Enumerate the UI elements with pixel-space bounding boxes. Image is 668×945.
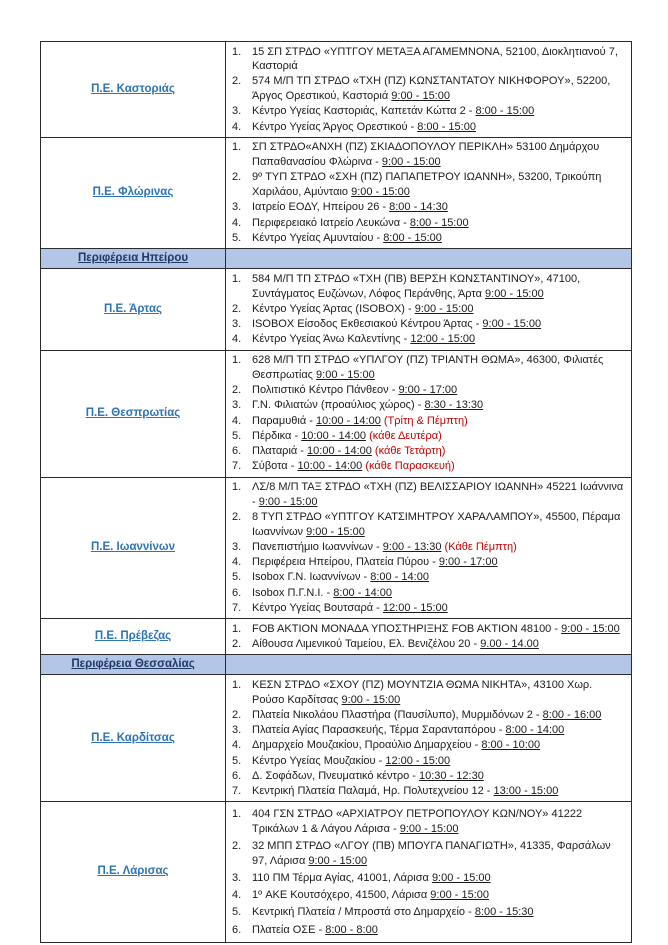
location-text: Κεντρική Πλατεία / Μπροστά στο Δημαρχείο - (252, 906, 475, 919)
locations-cell (226, 137, 632, 248)
locations-cell (226, 269, 632, 350)
item-number: 2. (232, 839, 242, 852)
item-number: 2. (232, 75, 242, 88)
location-list-item (230, 637, 627, 652)
item-number: 2. (232, 510, 242, 523)
item-number: 3. (232, 105, 242, 118)
day-note: (Κάθε Πέμπτη) (441, 540, 517, 553)
region-name-label: Π.Ε. Καρδίτσας (91, 731, 175, 744)
location-list-item (230, 708, 627, 723)
item-body (252, 480, 627, 509)
opening-hours: 13:00 - 15:00 (493, 785, 559, 798)
location-list-item (230, 120, 627, 135)
item-number: 3. (232, 871, 242, 884)
item-body (252, 353, 627, 382)
item-body (252, 555, 627, 570)
day-note: (κάθε Παρασκευή) (362, 460, 455, 473)
item-number: 4. (232, 889, 242, 902)
opening-hours: 12:00 - 15:00 (385, 754, 451, 767)
opening-hours: 10:00 - 14:00 (297, 460, 363, 473)
region-name-cell (41, 137, 226, 248)
item-number: 1. (232, 45, 242, 58)
location-list-item (230, 570, 627, 585)
location-list-item (230, 769, 627, 784)
opening-hours: 9:00 - 15:00 (431, 871, 491, 884)
locations-cell (226, 350, 632, 477)
item-body (252, 231, 627, 246)
location-list-item (230, 414, 627, 429)
opening-hours: 10:00 - 14:00 (315, 414, 381, 427)
location-text: Πέρδικα - (252, 429, 302, 442)
opening-hours: 9:00 - 17:00 (398, 384, 458, 397)
region-row (41, 802, 632, 942)
location-list-item (230, 723, 627, 738)
location-list-item (230, 332, 627, 347)
location-list-item (230, 231, 627, 246)
region-name-cell (41, 619, 226, 655)
opening-hours: 9:00 - 15:00 (391, 90, 450, 103)
location-text: Πλατεία Αγίας Παρασκευής, Τέρμα Σαρανταπόρου - (252, 724, 506, 737)
region-name-cell (41, 42, 226, 138)
region-row (41, 42, 632, 138)
location-list-item (230, 317, 627, 332)
item-number: 7. (232, 601, 242, 614)
opening-hours: 10:30 - 12:30 (418, 769, 484, 782)
location-list-item (230, 601, 627, 616)
location-list-item (230, 738, 627, 753)
location-text: Αίθουσα Λιμενικού Ταμείου, Ελ. Βενιζέλου 20 - (252, 637, 481, 650)
location-list-item (230, 540, 627, 555)
opening-hours: 9:00 - 15:00 (482, 318, 542, 331)
location-list-item (230, 923, 627, 938)
item-body (252, 637, 627, 652)
item-number: 5. (232, 754, 242, 767)
location-text: 628 Μ/Π ΤΠ ΣΤΡΔΟ «ΥΠΛΓΟΥ (ΠΖ) ΤΡΙΑΝΤΗ ΘΩΜΑ», 46300, Φιλιατές Θεσπρωτίας (252, 354, 604, 381)
location-list-item (230, 678, 627, 707)
item-body (252, 200, 627, 215)
region-row (41, 350, 632, 477)
location-text: 1º ΑΚΕ Κουτσόχερο, 41500, Λάρισα (252, 889, 431, 902)
opening-hours: 8:00 - 15:00 (383, 231, 442, 244)
item-body (252, 601, 627, 616)
section-row (41, 655, 632, 675)
location-text: Γ.Ν. Φιλιατών (προαύλιος χώρος) - (252, 399, 425, 412)
opening-hours: 8:00 - 15:00 (475, 105, 535, 118)
item-number: 3. (232, 399, 242, 412)
item-body (252, 429, 627, 444)
location-list-item (230, 353, 627, 382)
day-note: (κάθε Δευτέρα) (366, 429, 442, 442)
item-body (252, 332, 627, 347)
region-name-cell (41, 802, 226, 942)
opening-hours: 9:00 - 15:00 (316, 368, 375, 381)
opening-hours: 8:00 - 10:00 (481, 739, 541, 752)
item-number: 3. (232, 318, 242, 331)
item-body (252, 74, 627, 103)
region-name-label: Π.Ε. Άρτας (103, 302, 163, 315)
item-number: 3. (232, 540, 242, 553)
item-number: 2. (232, 708, 242, 721)
day-note: (Τρίτη & Πέμπτη) (380, 414, 468, 427)
item-number: 5. (232, 231, 242, 244)
opening-hours: 10:00 - 14:00 (301, 429, 367, 442)
location-text: ISOBOX Είσοδος Εκθεσιακού Κέντρου Άρτας - (252, 318, 483, 331)
location-list-item (230, 888, 627, 903)
item-number: 1. (232, 622, 242, 635)
item-body (252, 104, 627, 119)
item-number: 2. (232, 637, 242, 650)
location-text: Περιφέρεια Ηπείρου, Πλατεία Πύρου - (252, 556, 439, 569)
item-number: 6. (232, 923, 242, 936)
centers-table-body (41, 42, 632, 943)
location-text: Κέντρο Υγείας Αμυνταίου - (252, 231, 384, 244)
item-number: 2. (232, 384, 242, 397)
item-number: 6. (232, 586, 242, 599)
locations-cell (226, 802, 632, 942)
item-number: 2. (232, 171, 242, 184)
item-number: 7. (232, 785, 242, 798)
location-list-item (230, 555, 627, 570)
location-list-item (230, 480, 627, 509)
item-number: 4. (232, 556, 242, 569)
item-body (252, 272, 627, 301)
region-row (41, 675, 632, 802)
region-row (41, 619, 632, 655)
region-name-cell (41, 675, 226, 802)
item-number: 1. (232, 807, 242, 820)
opening-hours: 8:00 - 8:00 (325, 923, 378, 936)
item-number: 4. (232, 333, 242, 346)
location-list-item (230, 429, 627, 444)
location-text: Σύβοτα - (252, 460, 298, 473)
region-name-label: Π.Ε. Θεσπρωτίας (85, 406, 181, 419)
region-name-cell (41, 477, 226, 619)
location-list-item (230, 74, 627, 103)
opening-hours: 9:00 - 15:00 (308, 854, 368, 867)
region-name-label: Π.Ε. Ιωαννίνων (90, 541, 176, 554)
opening-hours: 9:00 - 15:00 (258, 495, 318, 508)
location-list-item (230, 839, 627, 868)
location-text: ΚΕΣΝ ΣΤΡΔΟ «ΣΧΟΥ (ΠΖ) ΜΟΥΝΤΖΙΑ ΘΩΜΑ ΝΙΚΗΤΑ», 43100 Χωρ. Ρούσο Καρδίτσας (252, 678, 593, 706)
opening-hours: 8:00 - 14:30 (389, 201, 448, 214)
opening-hours: 8:30 - 13:30 (424, 399, 484, 412)
opening-hours: 9:00 - 15:00 (399, 822, 459, 835)
location-list-item (230, 383, 627, 398)
location-text: Κέντρο Υγείας Άρτας (ISOBOX) - (252, 302, 415, 315)
location-text: Κεντρική Πλατεία Παλαμά, Ηρ. Πολυτεχνείου 12 - (252, 785, 494, 798)
item-body (252, 923, 627, 938)
item-body (252, 120, 627, 135)
location-list-item (230, 104, 627, 119)
item-body (252, 510, 627, 539)
item-body (252, 459, 627, 474)
item-number: 1. (232, 678, 242, 691)
item-body (252, 540, 627, 555)
opening-hours: 9.00 - 14.00 (480, 637, 539, 650)
location-list-item (230, 45, 627, 74)
section-header-cell (41, 655, 226, 675)
location-list-item (230, 216, 627, 231)
location-list-item (230, 784, 627, 799)
location-list-item (230, 444, 627, 459)
item-body (252, 807, 627, 836)
opening-hours: 12:00 - 15:00 (382, 601, 448, 614)
item-body (252, 708, 627, 723)
item-body (252, 754, 627, 769)
location-text: FOB AKTION ΜΟΝΑΔΑ ΥΠΟΣΤΗΡΙΞΗΣ FOB AKTION 48100 - (252, 622, 562, 635)
location-text: 584 Μ/Π ΤΠ ΣΤΡΔΟ «ΤΧΗ (ΠΒ) ΒΕΡΣΗ ΚΩΝΣΤΑΝΤΙΝΟΥ», 47100, Συντάγματος Ευζώνων, Λόφος Περάνθης, Άρτα (252, 272, 581, 300)
location-text: Isobox Π.Γ.Ν.Ι. - (252, 586, 334, 599)
item-body (252, 570, 627, 585)
opening-hours: 8:00 - 16:00 (542, 708, 602, 721)
item-number: 5. (232, 571, 242, 584)
location-list-item (230, 510, 627, 539)
location-list-item (230, 459, 627, 474)
opening-hours: 8:00 - 15:30 (474, 906, 534, 919)
opening-hours: 8:00 - 15:00 (417, 120, 476, 133)
opening-hours: 9:00 - 15:00 (430, 889, 489, 902)
item-number: 7. (232, 460, 242, 473)
opening-hours: 9:00 - 15:00 (351, 186, 410, 199)
location-text: Πολιτιστικό Κέντρο Πάνθεον - (252, 384, 399, 397)
opening-hours: 9:00 - 15:00 (381, 156, 441, 169)
location-text: Δ. Σοφάδων, Πνευματικό κέντρο - (252, 769, 419, 782)
opening-hours: 9:00 - 17:00 (438, 556, 498, 569)
opening-hours: 9:00 - 15:00 (306, 525, 365, 538)
item-body (252, 140, 627, 169)
location-text: Κέντρο Υγείας Άργος Ορεστικού - (252, 120, 418, 133)
item-number: 6. (232, 445, 242, 458)
location-text: 574 Μ/Π ΤΠ ΣΤΡΔΟ «ΤΧΗ (ΠΖ) ΚΩΝΣΤΑΝΤΑΤΟΥ ΝΙΚΗΦΟΡΟΥ», 52200, Άργος Ορεστικού, Καστοριά (252, 75, 611, 103)
item-number: 4. (232, 120, 242, 133)
item-number: 5. (232, 429, 242, 442)
item-body (252, 784, 627, 799)
location-text: 32 ΜΠΠ ΣΤΡΔΟ «ΛΓΟΥ (ΠΒ) ΜΠΟΥΓΑ ΠΑΝΑΓΙΩΤΗ», 41335, Φαρσάλων 97, Λάρισα (252, 839, 611, 867)
location-text: 8 ΤΥΠ ΣΤΡΔΟ «ΥΠΤΓΟΥ ΚΑΤΣΙΜΗΤΡΟΥ ΧΑΡΑΛΑΜΠΟΥ», 45500, Πέραμα Ιωαννίνων (252, 510, 621, 538)
opening-hours: 9:00 - 13:30 (382, 540, 442, 553)
day-note: (κάθε Τετάρτη) (371, 445, 446, 458)
location-text: Πλατεία ΟΣΕ - (252, 923, 326, 936)
item-body (252, 871, 627, 886)
region-row (41, 477, 632, 619)
location-list-item (230, 272, 627, 301)
item-body (252, 839, 627, 868)
region-name-cell (41, 269, 226, 350)
location-list-item (230, 170, 627, 199)
location-list-item (230, 754, 627, 769)
item-body (252, 723, 627, 738)
opening-hours: 8:00 - 14:00 (370, 571, 429, 584)
location-text: Κέντρο Υγείας Μουζακίου - (252, 754, 386, 767)
item-body (252, 905, 627, 920)
region-name-label: Π.Ε. Καστοριάς (91, 82, 175, 95)
item-number: 1. (232, 141, 242, 154)
locations-cell (226, 42, 632, 138)
item-body (252, 170, 627, 199)
item-body (252, 622, 627, 637)
item-number: 3. (232, 724, 242, 737)
location-list-item (230, 807, 627, 836)
item-number: 5. (232, 906, 242, 919)
region-name-label: Π.Ε. Φλώρινας (92, 186, 174, 199)
region-name-cell (41, 350, 226, 477)
location-text: Κέντρο Υγείας Άνω Καλεντίνης - (252, 333, 411, 346)
location-list-item (230, 871, 627, 886)
location-text: 9º ΤΥΠ ΣΤΡΔΟ «ΣΧΗ (ΠΖ) ΠΑΠΑΠΕΤΡΟΥ ΙΩΑΝΝΗ», 53200, Τρικούπη Χαριλάου, Αμύνταιο (252, 171, 602, 199)
item-body (252, 216, 627, 231)
section-header-label: Περιφέρεια Θεσσαλίας (71, 658, 195, 671)
item-body (252, 383, 627, 398)
opening-hours: 12:00 - 15:00 (410, 333, 476, 346)
region-name-label: Π.Ε. Πρέβεζας (94, 629, 172, 642)
item-number: 3. (232, 201, 242, 214)
location-list-item (230, 586, 627, 601)
opening-hours: 9:00 - 15:00 (341, 693, 401, 706)
location-text: ΣΠ ΣΤΡΔΟ«ΑΝΧΗ (ΠΖ) ΣΚΙΑΔΟΠΟΥΛΟΥ ΠΕΡΙΚΛΗ» 53100 Δημάρχου Παπαθανασίου Φλώρινα - (252, 141, 600, 169)
item-body (252, 444, 627, 459)
location-list-item (230, 622, 627, 637)
section-row (41, 249, 632, 269)
location-list-item (230, 302, 627, 317)
section-empty-cell (226, 655, 632, 675)
opening-hours: 10:00 - 14:00 (307, 445, 372, 458)
item-body (252, 414, 627, 429)
item-number: 1. (232, 481, 242, 493)
location-text: Παραμυθιά - (252, 414, 316, 427)
locations-cell (226, 477, 632, 619)
item-number: 6. (232, 769, 242, 782)
location-text: Πλατεία Νικολάου Πλαστήρα (Παυσίλυπο), Μυρμιδόνων 2 - (252, 708, 543, 721)
region-row (41, 137, 632, 248)
location-text: Πανεπιστήμιο Ιωαννίνων - (252, 540, 383, 553)
opening-hours: 8:00 - 14:00 (505, 724, 565, 737)
location-text: 15 ΣΠ ΣΤΡΔΟ «ΥΠΤΓΟΥ ΜΕΤΑΞΑ ΑΓΑΜΕΜΝΟΝΑ, 52100, Διοκλητιανού 7, Καστοριά (252, 45, 618, 73)
locations-cell (226, 619, 632, 655)
location-text: Isobox Γ.Ν. Ιωαννίνων - (252, 571, 371, 584)
location-text: Πλαταριά - (252, 445, 308, 458)
location-text: 110 ΠΜ Τέρμα Αγίας, 41001, Λάρισα (252, 871, 432, 884)
section-header-cell (41, 249, 226, 269)
location-text: ΛΣ/8 Μ/Π ΤΑΞ ΣΤΡΔΟ «ΤΧΗ (ΠΖ) ΒΕΛΙΣΣΑΡΙΟΥ ΙΩΑΝΝΗ» 45221 Ιωάννινα - (252, 481, 624, 508)
item-body (252, 738, 627, 753)
location-text: Ιατρείο ΕΟΔΥ, Ηπείρου 26 - (252, 201, 390, 214)
item-number: 4. (232, 216, 242, 229)
location-text: Περιφερειακό Ιατρείο Λευκώνα - (252, 216, 410, 229)
section-empty-cell (226, 249, 632, 269)
location-list-item (230, 200, 627, 215)
item-number: 1. (232, 354, 242, 367)
opening-hours: 9:00 - 15:00 (485, 287, 544, 300)
locations-cell (226, 675, 632, 802)
location-list-item (230, 398, 627, 413)
location-list-item (230, 140, 627, 169)
location-text: 404 ΓΣΝ ΣΤΡΔΟ «ΑΡΧΙΑΤΡΟΥ ΠΕΤΡΟΠΟΥΛΟΥ ΚΩΝ/ΝΟΥ» 41222 Τρικάλων 1 & Λάγου Λάρισα - (252, 807, 583, 835)
item-number: 4. (232, 414, 242, 427)
section-header-label: Περιφέρεια Ηπείρου (77, 252, 189, 265)
opening-hours: 8:00 - 15:00 (409, 216, 469, 229)
item-body (252, 888, 627, 903)
region-name-label: Π.Ε. Λάρισας (97, 865, 169, 878)
item-body (252, 302, 627, 317)
item-body (252, 769, 627, 784)
item-number: 1. (232, 272, 242, 285)
opening-hours: 9:00 - 15:00 (414, 302, 474, 315)
item-number: 2. (232, 302, 242, 315)
item-body (252, 398, 627, 413)
location-list-item (230, 905, 627, 920)
location-text: Δημαρχείο Μουζακίου, Προαύλιο Δημαρχείου - (252, 739, 482, 752)
location-text: Κέντρο Υγείας Καστοριάς, Καπετάν Κώττα 2 - (252, 105, 476, 118)
region-row (41, 269, 632, 350)
item-number: 4. (232, 739, 242, 752)
opening-hours: 9:00 - 15:00 (561, 622, 620, 635)
vaccination-centers-table (40, 41, 632, 943)
opening-hours: 8:00 - 14:00 (333, 586, 392, 599)
item-body (252, 586, 627, 601)
item-body (252, 678, 627, 707)
location-text: Κέντρο Υγείας Βουτσαρά - (252, 601, 383, 614)
item-body (252, 45, 627, 74)
item-body (252, 317, 627, 332)
